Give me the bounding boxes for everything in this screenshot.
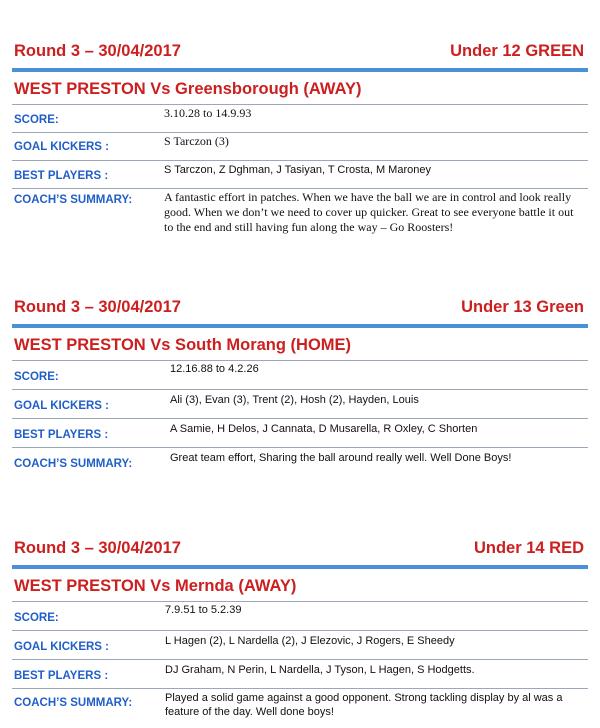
coach-summary-row — [12, 689, 588, 723]
report-header — [12, 539, 588, 561]
header-divider — [12, 68, 588, 72]
round-date: Round 3 – 30/04/2017 — [14, 298, 181, 316]
match-report-u12 — [12, 42, 588, 241]
goal-kickers-value: Ali (3), Evan (3), Trent (2), Hosh (2), Hayden, Louis — [170, 394, 419, 406]
report-table — [12, 360, 588, 476]
match-report-u14 — [12, 539, 588, 723]
match-title: WEST PRESTON Vs Greensborough (AWAY) — [14, 80, 362, 98]
best-players-label: BEST PLAYERS : — [14, 170, 109, 182]
goal-kickers-label: GOAL KICKERS : — [14, 141, 109, 153]
coach-summary-value: Played a solid game against a good opponent. Strong tackling display by al was a feature of the day. Well done boys! — [165, 692, 563, 718]
best-players-row — [12, 161, 588, 189]
coach-summary-row — [12, 189, 588, 241]
best-players-value: DJ Graham, N Perin, L Nardella, J Tyson, L Hagen, S Hodgetts. — [165, 664, 475, 676]
score-row — [12, 602, 588, 631]
goal-kickers-value: S Tarczon (3) — [164, 134, 229, 148]
team-grade: Under 13 Green — [461, 298, 584, 316]
score-row — [12, 105, 588, 133]
match-report-u13 — [12, 298, 588, 476]
coach-summary-value: Great team effort, Sharing the ball around really well. Well Done Boys! — [170, 452, 512, 464]
coach-summary-label: COACH’S SUMMARY: — [14, 697, 133, 709]
best-players-value: S Tarczon, Z Dghman, J Tasiyan, T Crosta, M Maroney — [164, 164, 431, 176]
score-label: SCORE: — [14, 612, 59, 624]
match-title: WEST PRESTON Vs Mernda (AWAY) — [14, 577, 297, 595]
score-row — [12, 361, 588, 390]
team-grade: Under 12 GREEN — [450, 42, 584, 60]
match-title: WEST PRESTON Vs South Morang (HOME) — [14, 336, 352, 354]
coach-summary-value: A fantastic effort in patches. When we have the ball we are in control and look really good. When we don’t we need to cover up quicker. Great to see everyone battle it out to the end and still having fun along the way – Go Roosters! — [164, 190, 574, 234]
report-header — [12, 42, 588, 64]
score-value: 7.9.51 to 5.2.39 — [165, 604, 242, 616]
coach-summary-label: COACH’S SUMMARY: — [14, 458, 133, 470]
report-header — [12, 298, 588, 320]
best-players-label: BEST PLAYERS : — [14, 429, 109, 441]
best-players-row — [12, 419, 588, 448]
best-players-value: A Samie, H Delos, J Cannata, D Musarella, R Oxley, C Shorten — [170, 423, 478, 435]
goal-kickers-value: L Hagen (2), L Nardella (2), J Elezovic, J Rogers, E Sheedy — [165, 635, 455, 647]
team-grade: Under 14 RED — [473, 539, 584, 557]
score-label: SCORE: — [14, 371, 59, 383]
header-divider — [12, 324, 588, 328]
best-players-row — [12, 660, 588, 689]
report-table — [12, 104, 588, 241]
goal-kickers-row — [12, 390, 588, 419]
score-label: SCORE: — [14, 114, 59, 126]
goal-kickers-label: GOAL KICKERS : — [14, 400, 109, 412]
round-date: Round 3 – 30/04/2017 — [14, 42, 181, 60]
goal-kickers-row — [12, 133, 588, 161]
score-value: 12.16.88 to 4.2.26 — [170, 363, 259, 375]
report-table — [12, 601, 588, 723]
score-value: 3.10.28 to 14.9.93 — [164, 106, 252, 120]
coach-summary-row — [12, 448, 588, 476]
coach-summary-label: COACH’S SUMMARY: — [14, 194, 133, 206]
round-date: Round 3 – 30/04/2017 — [14, 539, 181, 557]
goal-kickers-row — [12, 631, 588, 660]
goal-kickers-label: GOAL KICKERS : — [14, 641, 109, 653]
header-divider — [12, 565, 588, 569]
best-players-label: BEST PLAYERS : — [14, 670, 109, 682]
